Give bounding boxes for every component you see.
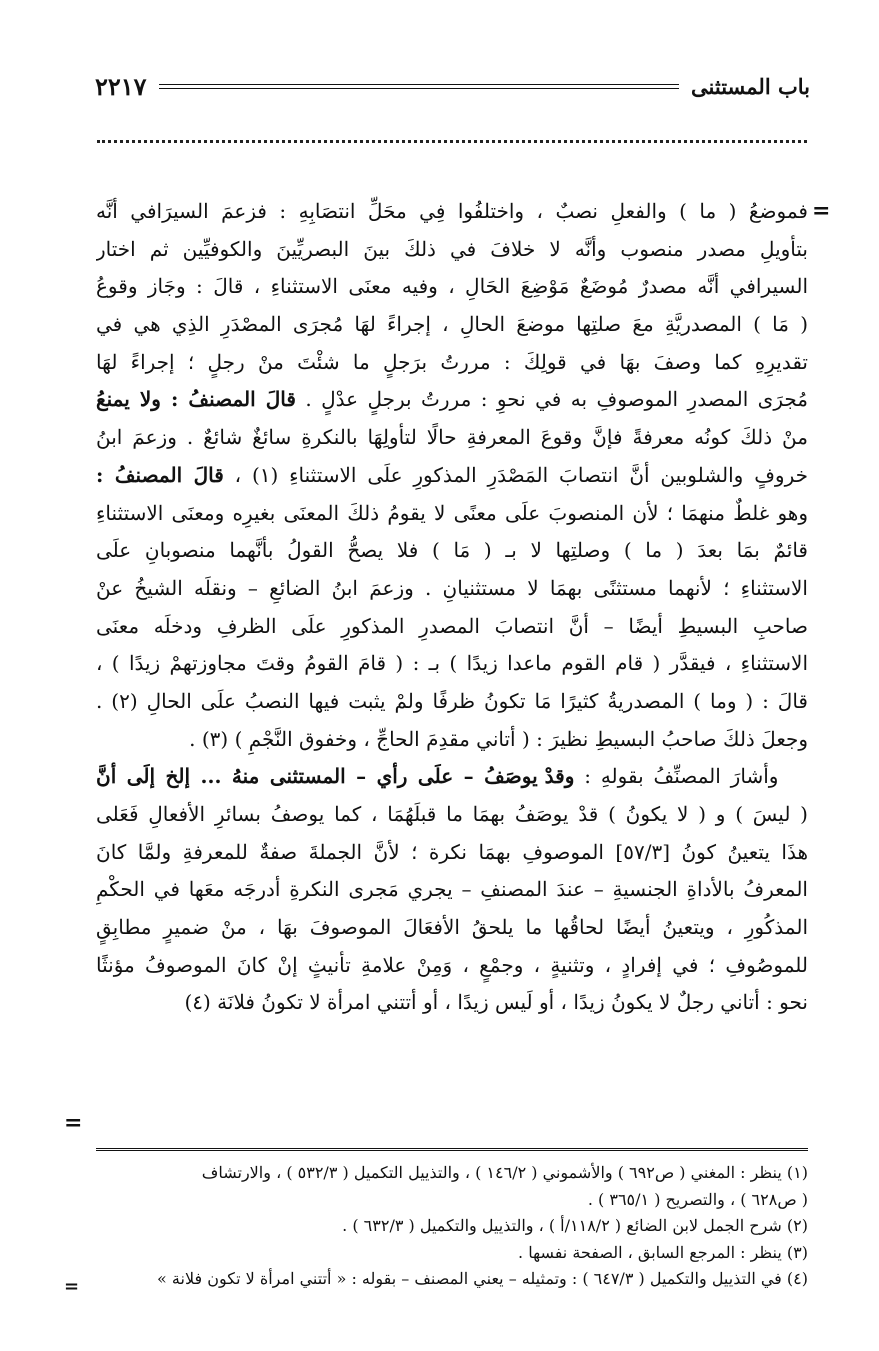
continuation-mark-start: = [812,198,831,224]
footnote: ( ص٦٢٨ ) ، والتصريح ( ٣٦٥/١ ) . [587,1189,808,1209]
text-segment: وأشارَ المصنِّفُ بقولهِ : [584,764,779,789]
text-line: وهو غلطٌ منهمَا ؛ لأن المنصوبَ علَى معنًى لا يقومُ ذلكَ المعنَى بغيرِه ومعنَى الاستثناءِ [96,500,808,525]
text-line [96,758,808,796]
footnote: (٣) ينظر : المرجع السابق ، الصفحة نفسها . [518,1242,808,1262]
footnotes [96,1160,808,1293]
text-line: السيرافي أنَّه مصدرٌ مُوضَعٌ مَوْضِعَ الحَالِ ، وفيه معنَى الاستثناءِ ، قالَ : وجَاز وقوعُ [96,274,808,299]
text-line: قالَ : ( وما ) المصدريةُ كثيرًا مَا تكونُ ظرفًا ولمْ يثبت فيها النصبُ علَى الحالِ (٢) . [96,688,808,713]
running-header [95,66,810,106]
footnote-continuation-mark: = [64,1276,80,1297]
text-line [96,381,808,419]
footnote: (١) ينظر : المغني ( ص٦٩٢ ) والأشموني ( ١٤٦/٢ ) ، والتذييل التكميل ( ٥٣٢/٣ ) ، والارتشاف [201,1163,808,1182]
footnote: (٢) شرح الجمل لابن الضائع ( ١١٨/٢/أ ) ، والتذييل والتكميل ( ٦٣٢/٣ ) . [342,1216,808,1235]
bold-heading: قالَ المصنفُ : ولا يمنعُ [96,387,296,412]
text-line: للموصُوفِ ؛ في إفرادٍ ، وتثنيةٍ ، وجمْعٍ ، وَمِنْ علامةِ تأنيثٍ إنْ كانَ الموصوفُ مؤنثًا [96,952,808,977]
text-line: تقديرِهِ كما وصفَ بهَا في قولِكَ : مررتُ برَجلٍ ما شئْتَ منْ رجلٍ ؛ إجراءً لهَا [96,349,808,374]
text-line: منْ ذلكَ كونُه معرفةً فإنَّ وقوعَ المعرفةِ حالًا لتأولِهَا بالنكرةِ سائغٌ شائعٌ . وزعمَ ابنُ [96,425,808,450]
bold-heading: وقدْ يوصَفُ – علَى رأي – المستثنى منهُ ... إلخ إلَى أنَّ [96,764,575,789]
text-line [96,457,808,495]
text-segment: خروفٍ والشلوبين أنَّ انتصابَ المَصْدَرِ المذكورِ علَى الاستثناءِ (١) ، [234,462,808,487]
text-line: المذكُورِ ، ويتعينُ أيضًا لحاقُها ما يلحقُ الأفعَالَ الموصوفَ بهَا ، منْ ضميرٍ مطابِقٍ [96,915,808,940]
text-line: الاستثناءِ ؛ لأنهما مستثنًى بهمَا لا مستثنيانِ . وزعمَ ابنُ الضائعِ – ونقلَه الشيخُ عنْ [96,575,808,600]
text-segment: مُجرَى المصدرِ الموصوفِ به في نحوِ : مررتُ برجلٍ عدْلٍ . [305,387,808,412]
continuation-mark-end: = [64,1110,83,1136]
footnote: (٤) في التذييل والتكميل ( ٦٤٧/٣ ) : وتمثيله – يعني المصنف – بقوله : « أتتني امرأة لا تكون فلانة » [157,1269,808,1288]
text-line: نحو : أتاني رجلٌ لا يكونُ زيدًا ، أو لَيس زيدًا ، أو أتتني امرأة لا تكونُ فلانَة (٤) [184,990,808,1015]
text-line: وجعلَ ذلكَ صاحبُ البسيطِ نظيرَ : ( أتاني مقدِمَ الحاجِّ ، وخفوق النَّجْمِ ) (٣) . [189,726,808,751]
main-text [96,193,808,1022]
text-line: المعرفُ بالأداةِ الجنسيةِ – عندَ المصنفِ – يجري مَجرى النكرةِ أدرجَه معَها في الحكْمِ [96,877,808,902]
text-line: الاستثناءِ ، فيقدَّر ( قام القوم ماعدا زيدًا ) بـ : ( قامَ القومُ وقتَ مجاوزتهمْ زيدًا ) ، [96,651,808,676]
header-rule [159,84,679,89]
text-line: هذَا يتعينُ كونُ [٥٧/٣] الموصوفِ بهمَا نكرة ؛ لأنَّ الجملةَ صفةٌ للمعرفةِ ولمَّا كانَ [96,839,808,864]
footnote-rule [96,1148,808,1153]
dotted-separator [97,140,807,149]
text-line: ( ليسَ ) و ( لا يكونُ ) قدْ يوصَفُ بهمَا ما قبلَهُمَا ، كما يوصفُ بسائرِ الأفعالِ فَعَلى [96,802,808,826]
text-line: فموضعُ ( ما ) والفعلِ نصبٌ ، واختلفُوا فِي محَلِّ انتصَابِهِ : فزعمَ السيرَافي أنَّه [96,199,808,223]
bold-heading: قالَ المصنفُ : [96,462,224,487]
page-number: ٢٢١٧ [95,71,147,101]
text-line: قائمٌ بمَا بعدَ ( ما ) وصلتِها لا بـ ( مَا ) فلا يصحُّ القولُ بأنَّهما منصوبانِ علَى [96,538,808,563]
text-line: بتأويلِ مصدر منصوب وأنَّه لا خلافَ في ذلكَ بينَ البصريِّينَ والكوفيِّين ثم اختار [96,236,808,261]
text-line: ( مَا ) المصدريَّةِ معَ صلتِها موضعَ الحالِ ، إجراءً لهَا مُجرَى المصْدَرِ الذِي هي في [96,312,808,337]
text-line: صاحبِ البسيطِ أيضًا – أنَّ انتصابَ المصدرِ المذكورِ علَى الظرفِ ودخلَه معنَى [96,613,808,638]
chapter-title: باب المستثنى [691,73,810,99]
